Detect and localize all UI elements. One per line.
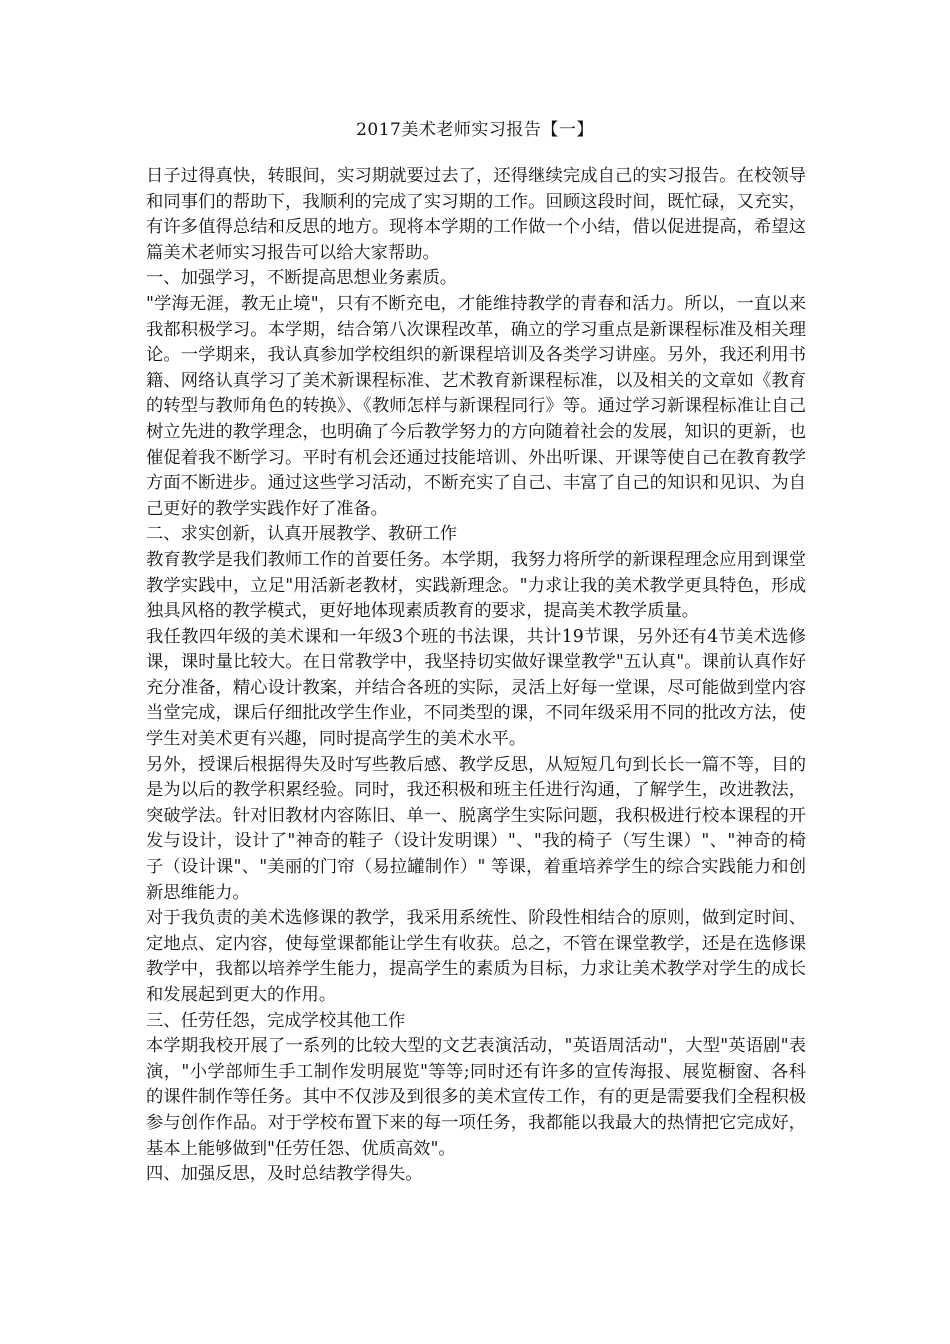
- section-heading-2: 二、求实创新，认真开展教学、教研工作: [146, 524, 458, 545]
- document-title: 2017美术老师实习报告【一】: [356, 120, 594, 140]
- section-heading-4: 四、加强反思，及时总结教学得失。: [146, 1164, 423, 1185]
- section-heading-1: 一、加强学习，不断提高思想业务素质。: [146, 268, 458, 289]
- intro-paragraph: 日子过得真快，转眼间，实习期就要过去了，还得继续完成自己的实习报告。在校领导和同事们的帮助下，我顺利的完成了实习期的工作。回顾这段时间，既忙碌，又充实，有许多值得总结和反思的地方。现将本学期的工作做一个小结，借以促进提高，希望这篇美术老师实习报告可以给大家帮助。: [146, 166, 806, 263]
- body-paragraph: 对于我负责的美术选修课的教学，我采用系统性、阶段性相结合的原则，做到定时间、定地点、定内容，使每堂课都能让学生有收获。总之，不管在课堂教学，还是在选修课教学中，我都以培养学生能力，提高学生的素质为目标，力求让美术教学对学生的成长和发展起到更大的作用。: [146, 908, 806, 1005]
- body-paragraph: 我任教四年级的美术课和一年级3个班的书法课，共计19节课，另外还有4节美术选修课，课时量比较大。在日常教学中，我坚持切实做好课堂教学"五认真"。课前认真作好充分准备，精心设计教案，并结合各班的实际，灵活上好每一堂课，尽可能做到堂内容当堂完成，课后仔细批改学生作业，不同类型的课，不同年级采用不同的批改方法，使学生对美术更有兴趣，同时提高学生的美术水平。: [146, 626, 806, 750]
- body-paragraph: 教育教学是我们教师工作的首要任务。本学期，我努力将所学的新课程理念应用到课堂教学实践中，立足"用活新老教材，实践新理念。"力求让我的美术教学更具特色，形成独具风格的教学模式，更好地体现素质教育的要求，提高美术教学质量。: [146, 549, 806, 622]
- body-paragraph: 本学期我校开展了一系列的比较大型的文艺表演活动，"英语周活动"，大型"英语剧"表演，"小学部师生手工制作发明展览"等等;同时还有许多的宣传海报、展览橱窗、各科的课件制作等任务。其中不仅涉及到很多的美术宣传工作，有的更是需要我们全程积极参与创作作品。对于学校布置下来的每一项任务，我都能以我最大的热情把它完成好，基本上能够做到"任劳任怨、优质高效"。: [146, 1036, 806, 1159]
- body-paragraph: 另外，授课后根据得失及时写些教后感、教学反思，从短短几句到长长一篇不等，目的是为以后的教学积累经验。同时，我还积极和班主任进行沟通，了解学生，改进教法，突破学法。针对旧教材内容陈旧、单一、脱离学生实际问题，我积极进行校本课程的开发与设计，设计了"神奇的鞋子（设计发明课）"、"我的椅子（写生课）"、"神奇的椅子（设计课"、"美丽的门帘（易拉罐制作）" 等课，着重培养学生的综合实践能力和创新思维能力。: [146, 754, 806, 903]
- section-heading-3: 三、任劳任怨，完成学校其他工作: [146, 1010, 406, 1031]
- document-body: [146, 164, 806, 1188]
- body-paragraph: "学海无涯，教无止境"，只有不断充电，才能维持教学的青春和活力。所以，一直以来我都积极学习。本学期，结合第八次课程改革，确立的学习重点是新课程标准及相关理论。一学期来，我认真参加学校组织的新课程培训及各类学习讲座。另外，我还利用书籍、网络认真学习了美术新课程标准、艺术教育新课程标准，以及相关的文章如《教育的转型与教师角色的转换》、《教师怎样与新课程同行》等。通过学习新课程标准让自己树立先进的教学理念，也明确了今后教学努力的方向随着社会的发展，知识的更新，也催促着我不断学习。平时有机会还通过技能培训、外出听课、开课等使自己在教育教学方面不断进步。通过这些学习活动，不断充实了自己、丰富了自己的知识和见识、为自己更好的教学实践作好了准备。: [146, 293, 806, 519]
